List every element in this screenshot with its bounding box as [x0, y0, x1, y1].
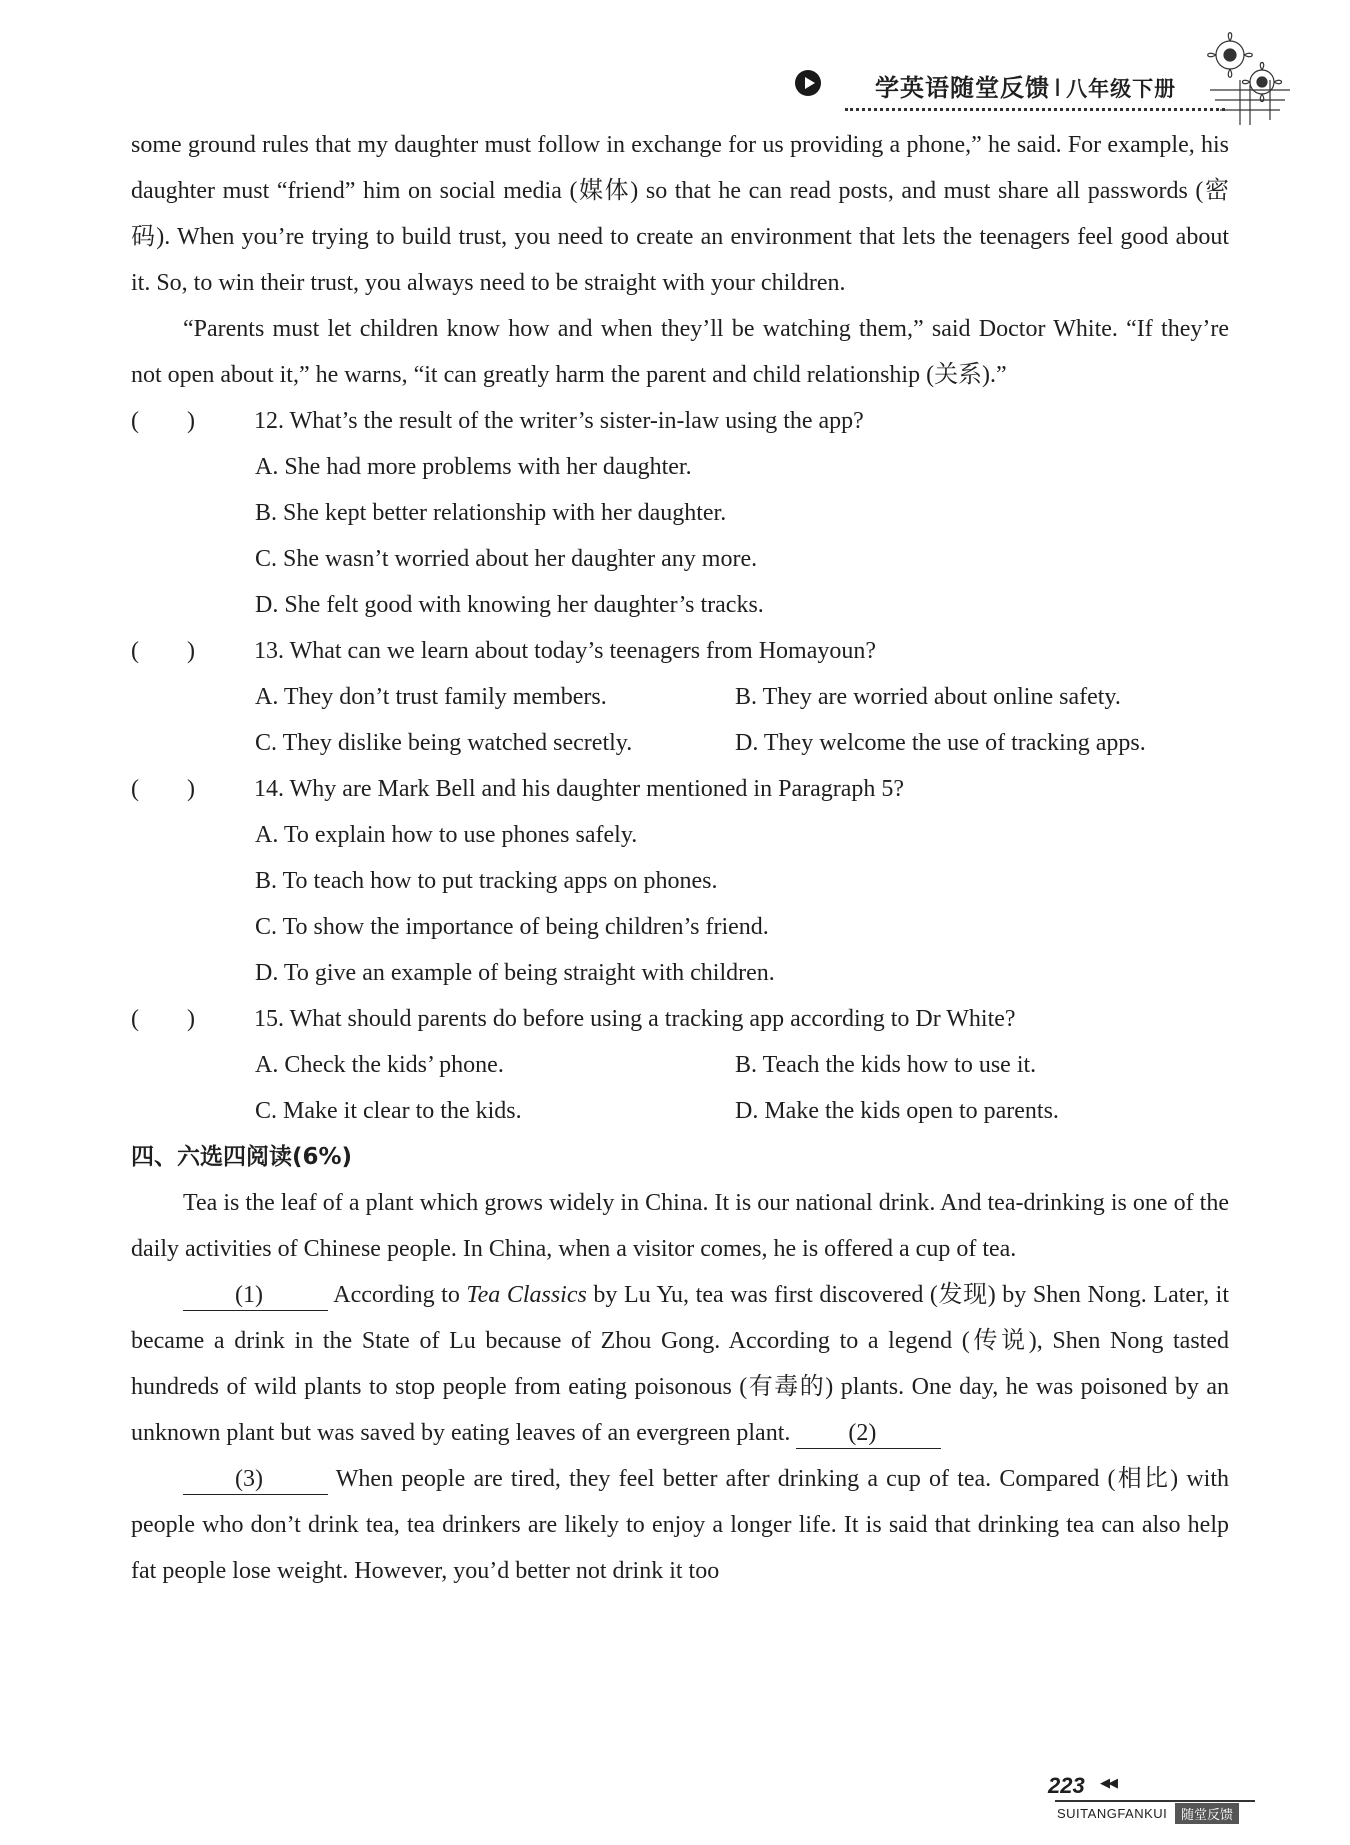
option-c: C. She wasn’t worried about her daughter any more. — [255, 546, 758, 572]
option-a: A. She had more problems with her daughter. — [255, 454, 692, 480]
option-c: C. To show the importance of being children’s friend. — [255, 914, 769, 940]
answer-blank-3[interactable]: (3) — [183, 1464, 328, 1495]
option-d: D. To give an example of being straight with children. — [255, 960, 775, 986]
page-number: 223 — [1048, 1773, 1085, 1798]
passage-paragraph: “Parents must let children know how and when they’ll be watching them,” said Doctor White. “If they’re not open about it,” he warns, “it can greatly harm the parent and child relationship (关系).” — [131, 316, 1229, 388]
paragraph-text: by Lu Yu, tea was first discovered (发现) by Shen Nong. Later, it became a drink in the State of Lu because of Zhou Gong. According to a legend (传说), Shen Nong tasted hundreds of wild plants to stop people from eating poisonous (有毒的) plants. One day, he was poisoned by an unknown plant but was saved by eating leaves of an evergreen plant. — [131, 1282, 1229, 1446]
question-stem: 15. What should parents do before using a tracking app according to Dr White? — [254, 1006, 1016, 1032]
play-icon — [795, 70, 821, 96]
footer-brand: SUITANGFANKUI — [1057, 1806, 1168, 1821]
option-row — [255, 1042, 1229, 1088]
answer-bracket[interactable]: ( ) — [131, 776, 195, 802]
answer-bracket[interactable]: ( ) — [131, 1006, 195, 1032]
option-c: C. They dislike being watched secretly. — [255, 730, 633, 756]
passage-paragraph: Tea is the leaf of a plant which grows widely in China. It is our national drink. And tea-drinking is one of the daily activities of Chinese people. In China, when a visitor comes, he is offered a cup of tea. — [131, 1190, 1229, 1262]
option-b: B. Teach the kids how to use it. — [735, 1052, 1037, 1078]
question-stem: 14. Why are Mark Bell and his daughter mentioned in Paragraph 5? — [254, 776, 905, 802]
question-stem: 13. What can we learn about today’s teenagers from Homayoun? — [254, 638, 877, 664]
header-grade: 八年级下册 — [1066, 77, 1177, 101]
option-c: C. Make it clear to the kids. — [255, 1098, 522, 1124]
main-text — [131, 122, 1229, 1594]
option-b: B. She kept better relationship with her daughter. — [255, 500, 727, 526]
page-header — [795, 58, 1235, 114]
paragraph-text: According to — [328, 1282, 467, 1308]
option-row — [255, 1088, 1229, 1134]
book-title-text: Tea Classics — [466, 1282, 587, 1308]
answer-bracket[interactable]: ( ) — [131, 408, 195, 434]
flower-ornament-icon — [1190, 20, 1300, 130]
option-a: A. To explain how to use phones safely. — [255, 822, 638, 848]
answer-bracket[interactable]: ( ) — [131, 638, 195, 664]
paragraph-text: When people are tired, they feel better after drinking a cup of tea. Compared (相比) with people who don’t drink tea, tea drinkers are likely to enjoy a longer life. It is said that drinking tea can also help fat people lose weight. However, you’d better not drink it too — [131, 1466, 1229, 1584]
option-row — [255, 720, 1229, 766]
question-13 — [131, 628, 1229, 674]
option-d: D. They welcome the use of tracking apps. — [735, 730, 1146, 756]
passage-paragraph: some ground rules that my daughter must follow in exchange for us providing a phone,” he said. For example, his daughter must “friend” him on social media (媒体) so that he can read posts, and must share all passwords (密码). When you’re trying to build trust, you need to create an environment that lets the teenagers feel good about it. So, to win their trust, you always need to be straight with your children. — [131, 132, 1229, 296]
passage-paragraph — [131, 1456, 1229, 1594]
header-title-text: 学英语随堂反馈 — [875, 74, 1050, 102]
question-14 — [131, 766, 1229, 812]
option-row — [255, 674, 1229, 720]
footer-tag: 随堂反馈 — [1175, 1803, 1239, 1824]
header-dotted-rule — [845, 108, 1225, 111]
arrow-left-icon: ◀◀ — [1100, 1776, 1116, 1791]
option-a: A. They don’t trust family members. — [255, 684, 607, 710]
option-d: D. She felt good with knowing her daughter’s tracks. — [255, 592, 764, 618]
option-b: B. They are worried about online safety. — [735, 684, 1121, 710]
answer-blank-1[interactable]: (1) — [183, 1280, 328, 1311]
option-b: B. To teach how to put tracking apps on phones. — [255, 868, 718, 894]
answer-blank-2[interactable]: (2) — [796, 1418, 941, 1449]
option-d: D. Make the kids open to parents. — [735, 1098, 1059, 1124]
footer-rule — [1055, 1800, 1255, 1802]
option-a: A. Check the kids’ phone. — [255, 1052, 504, 1078]
question-stem: 12. What’s the result of the writer’s sister-in-law using the app? — [254, 408, 864, 434]
header-separator: I — [1054, 74, 1063, 102]
section-heading: 四、六选四阅读(6%) — [131, 1144, 353, 1170]
book-title — [875, 68, 1176, 103]
question-12 — [131, 398, 1229, 444]
question-15 — [131, 996, 1229, 1042]
passage-paragraph — [131, 1272, 1229, 1456]
